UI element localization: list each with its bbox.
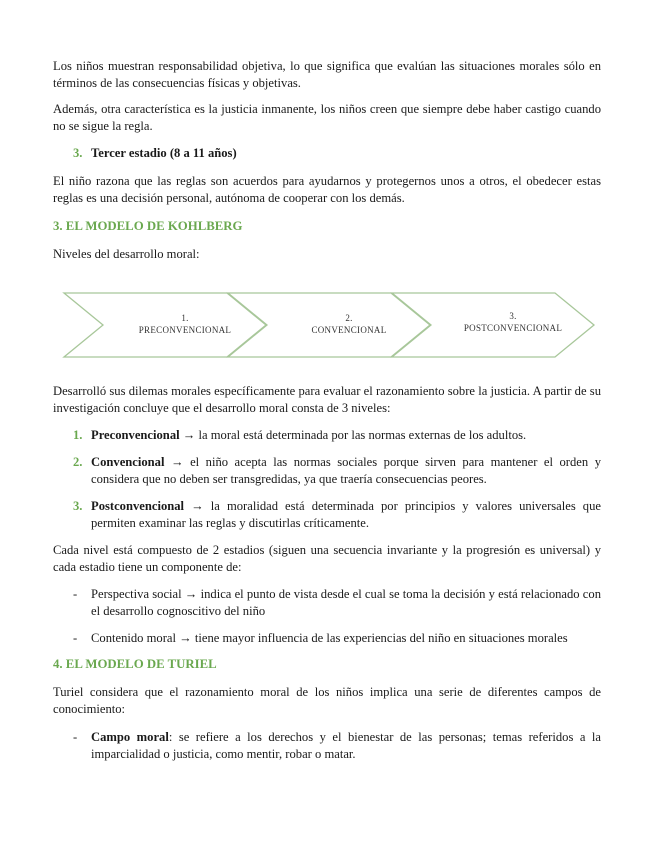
level-item-number: 3. <box>73 499 83 513</box>
turiel-bullet: - <box>73 730 78 744</box>
level-2-label <box>279 312 419 336</box>
level-3-name: POSTCONVENCIONAL <box>463 323 563 333</box>
level-2-name: CONVENCIONAL <box>311 325 387 335</box>
level-item-desc: → la moralidad está determinada por principios y valores universales que permiten examinar las reglas y discutirlas críticamente. <box>91 499 601 530</box>
turiel-term: Campo moral <box>91 730 169 744</box>
level-3-number: 3. <box>509 311 517 321</box>
component-text: Perspectiva social → indica el punto de vista desde el cual se toma la decisión y está relacionado con el desarrollo cognoscitivo del niño <box>91 587 601 618</box>
turiel-desc: : se refiere a los derechos y el bienestar de las personas; temas referidos a la imparcialidad o justicia, como mentir, robar o matar. <box>91 730 601 761</box>
stage3-number: 3. <box>73 146 83 160</box>
level-item <box>53 454 601 488</box>
paragraph-objective-responsibility: Los niños muestran responsabilidad objetiva, lo que significa que evalúan las situaciones morales sólo en términos de las consecuencias físicas y objetivas. <box>53 59 601 90</box>
component-bullet: - <box>73 631 78 645</box>
stage3-heading <box>53 145 601 162</box>
paragraph-kohlberg-dilemmas: Desarrolló sus dilemas morales específicamente para evaluar el razonamiento sobre la justicia. A partir de su investigación concluye que el desarrollo moral consta de 3 niveles: <box>53 384 601 415</box>
level-item-number: 2. <box>73 455 83 469</box>
turiel-item <box>53 729 601 763</box>
level-item-term: Postconvencional <box>91 499 185 513</box>
component-item <box>53 586 601 620</box>
component-bullet: - <box>73 587 78 601</box>
level-2-number: 2. <box>345 313 353 323</box>
component-item <box>53 630 601 647</box>
levels-intro: Niveles del desarrollo moral: <box>53 247 200 261</box>
level-1-label <box>115 312 255 336</box>
paragraph-turiel: Turiel considera que el razonamiento moral de los niños implica una serie de diferentes campos de conocimiento: <box>53 685 601 716</box>
heading-kohlberg: 3. EL MODELO DE KOHLBERG <box>53 219 243 233</box>
document-page <box>53 58 601 763</box>
levels-diagram <box>53 283 601 363</box>
level-item-desc: → el niño acepta las normas sociales porque sirven para mantener el orden y considera que no deben ser transgredidas, ya que traería consecuencias peores. <box>91 455 601 486</box>
level-1-number: 1. <box>181 313 189 323</box>
paragraph-stage3: El niño razona que las reglas son acuerdos para ayudarnos y protegernos unos a otros, el obedecer estas reglas es una decisión personal, autónoma de cooperar con los demás. <box>53 174 601 205</box>
heading-turiel: 4. EL MODELO DE TURIEL <box>53 657 217 671</box>
level-item-desc: → la moral está determinada por las normas externas de los adultos. <box>179 428 527 442</box>
stage3-title: Tercer estadio (8 a 11 años) <box>91 146 237 160</box>
component-text: Contenido moral → tiene mayor influencia de las experiencias del niño en situaciones morales <box>91 631 568 645</box>
level-3-label <box>443 310 583 334</box>
level-item-number: 1. <box>73 428 83 442</box>
level-1-name: PRECONVENCIONAL <box>138 325 232 335</box>
level-item-term: Preconvencional <box>91 428 180 442</box>
level-item <box>53 498 601 532</box>
level-item-term: Convencional <box>91 455 165 469</box>
level-item <box>53 427 601 444</box>
paragraph-immanent-justice: Además, otra característica es la justicia inmanente, los niños creen que siempre debe haber castigo cuando no se sigue la regla. <box>53 102 601 133</box>
paragraph-stages: Cada nivel está compuesto de 2 estadios (siguen una secuencia invariante y la progresión es universal) y cada estadio tiene un componente de: <box>53 543 601 574</box>
